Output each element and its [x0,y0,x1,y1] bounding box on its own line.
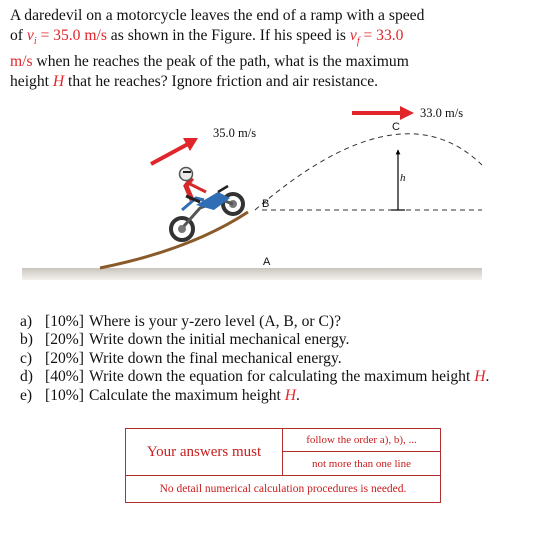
vi-symbol: $v_i$ [26,27,37,48]
initial-velocity-arrow [151,144,188,164]
peak-speed-label: 33.0 m/s [420,106,464,120]
rider-icon [180,168,207,203]
question-c: c) [20%] Write down the final mechanical energy. [20,349,342,367]
question-b: b) [20%] Write down the initial mechanical energy. [20,331,350,349]
vf-value: = 33.0 [359,27,404,44]
height-symbol: H [52,73,65,91]
answer-instructions-box [125,428,441,503]
question-list [20,313,555,405]
motorcycle-icon [171,186,243,240]
vi-value: = 35.0 m/s [36,27,107,44]
instruction-no-detail: No detail numerical calculation procedures is needed. [159,483,407,495]
label-h: h [400,172,406,184]
problem-text: of [10,27,27,44]
initial-speed-label: 35.0 m/s [213,126,257,140]
label-c: C [392,121,400,133]
instruction-one-line: not more than one line [283,452,440,476]
question-a: a) [10%] Where is your y-zero level (A, B, or C)? [20,313,341,330]
ground [22,268,482,280]
problem-text: that he reaches? Ignore friction and air resistance. [64,73,379,91]
trajectory-path [255,134,482,210]
peak-velocity-arrowhead [400,106,414,120]
instruction-main: Your answers must [126,429,283,476]
vf-unit: m/s [10,53,33,71]
question-e: e) [10%] Calculate the maximum height H. [20,386,300,404]
problem-text: height [10,73,53,91]
question-d: d) [40%] Write down the equation for calculating the maximum height H. [20,368,490,386]
instruction-order: follow the order a), b), ... [283,429,440,452]
label-a: A [263,256,271,268]
problem-text: as shown in the Figure. If his speed is [106,27,350,44]
vf-symbol: $v_f$ [349,27,360,48]
label-b: B [262,198,270,210]
problem-text: A daredevil on a motorcycle leaves the end of a ramp with a speed [10,7,425,24]
problem-text: when he reaches the peak of the path, what is the maximum [32,53,409,71]
